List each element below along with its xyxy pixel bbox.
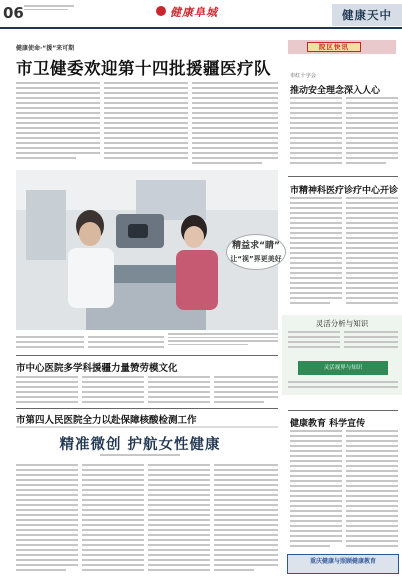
brief2-title: 市精神科医疗诊疗中心开诊 <box>290 186 399 196</box>
brief2-rule <box>288 176 398 177</box>
issue-meta <box>24 4 80 10</box>
page-number: 06 <box>3 4 24 22</box>
brief1-kicker: 市红十字会 <box>290 73 316 79</box>
knowledge-box-title: 灵活分析与知识 <box>315 319 369 328</box>
photo-overlay-title: 精益求“睛” <box>232 241 280 251</box>
section-title: 健康天中 <box>332 4 402 26</box>
brief1-title: 推动安全理念深入人心 <box>290 86 381 96</box>
knowledge-banner: 灵活视界与知识 <box>298 361 388 375</box>
footer-banner-text: 重庆健康与照顾健康教育 <box>309 558 376 565</box>
lead-headline: 市卫健委欢迎第十四批援疆医疗队 <box>16 59 271 78</box>
bottom-headline: 精准微创 护航女性健康 <box>59 436 221 453</box>
masthead-rule <box>0 27 402 29</box>
photo-caption <box>168 332 278 345</box>
lead-kicker: 健康使命·“援”来可期 <box>16 45 75 52</box>
mid-rule <box>16 355 278 356</box>
newspaper-logo: 健康阜城 <box>170 6 218 19</box>
lower-headline: 市第四人民医院全力以赴保障核酸检测工作 <box>16 415 197 426</box>
photo-overlay-subtitle: 让“视”界更美好 <box>230 255 282 263</box>
newspaper-emblem-icon <box>156 6 166 16</box>
brief3-title: 健康教育 科学宣传 <box>290 419 366 429</box>
briefs-header-label: 院区快讯 <box>307 42 361 52</box>
lower-rule <box>16 408 278 409</box>
bottom-byline <box>0 453 280 456</box>
brief3-rule <box>288 410 398 411</box>
mid-headline: 市中心医院多学科援疆力量赞劳模文化 <box>16 363 178 374</box>
